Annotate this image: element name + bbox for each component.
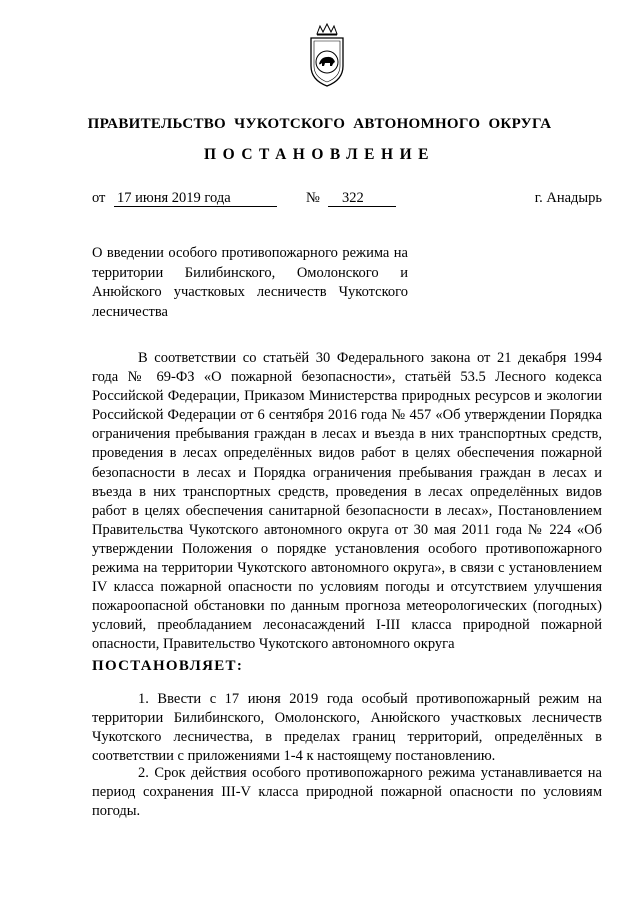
document-subject: О введении особого противопожарного режима на территории Билибинского, Омолонского и Анюйского участковых лесничеств Чукотского лесничества [92,245,408,320]
document-meta-row [92,190,602,210]
document-city: г. Анадырь [534,190,602,206]
number-prefix: № [306,190,320,206]
document-type: ПОСТАНОВЛЕНИЕ [204,146,435,163]
document-number: 322 [328,190,396,207]
document-date: 17 июня 2019 года [114,190,277,207]
resolves-heading: ПОСТАНОВЛЯЕТ: [92,658,244,674]
resolution-item-1: 1. Ввести с 17 июня 2019 года особый противопожарный режим на территории Билибинского, Омолонского, Анюйского участковых лесничеств Чукотского лесничества, в пределах границ территорий, определённых в соответствии с приложениями 1-4 к настоящему постановлению. [92,691,602,765]
preamble-paragraph: В соответствии со статьёй 30 Федерального закона от 21 декабря 1994 года № 69-ФЗ «О пожарной безопасности», статьёй 53.5 Лесного кодекса Российской Федерации, Приказом Министерства природных ресурсов и экологии Российской Федерации от 6 сентября 2016 года № 457 «Об утверждении Порядка ограничения пребывания граждан в лесах и въезда в них транспортных средств, проведения в лесах определённых видов работ в целях обеспечения пожарной безопасности в лесах и Порядка ограничения пребывания граждан в лесах и въезда в них транспортных средств, проведения в лесах определённых видов работ в целях обеспечения санитарной безопасности в лесах», Постановлением Правительства Чукотского автономного округа от 30 мая 2011 года № 224 «Об утверждении Положения о порядке установления особого противопожарного режима на территории Чукотского автономного округа», в связи с установлением IV класса пожарной опасности по условиям погоды и отсутствием улучшения пожароопасной обстановки по данным прогноза метеорологических (погодных) условий, преобладанием лесонасаждений I-III класса природной пожарной опасности, Правительство Чукотского автономного округа [92,350,602,653]
resolution-item-2: 2. Срок действия особого противопожарного режима устанавливается на период сохранения III-V класса природной пожарной опасности по условиям погоды. [92,765,602,820]
chukotka-coat-of-arms-icon [303,22,351,90]
government-title: ПРАВИТЕЛЬСТВО ЧУКОТСКОГО АВТОНОМНОГО ОКРУГА [87,116,552,132]
date-prefix: от [92,190,106,206]
